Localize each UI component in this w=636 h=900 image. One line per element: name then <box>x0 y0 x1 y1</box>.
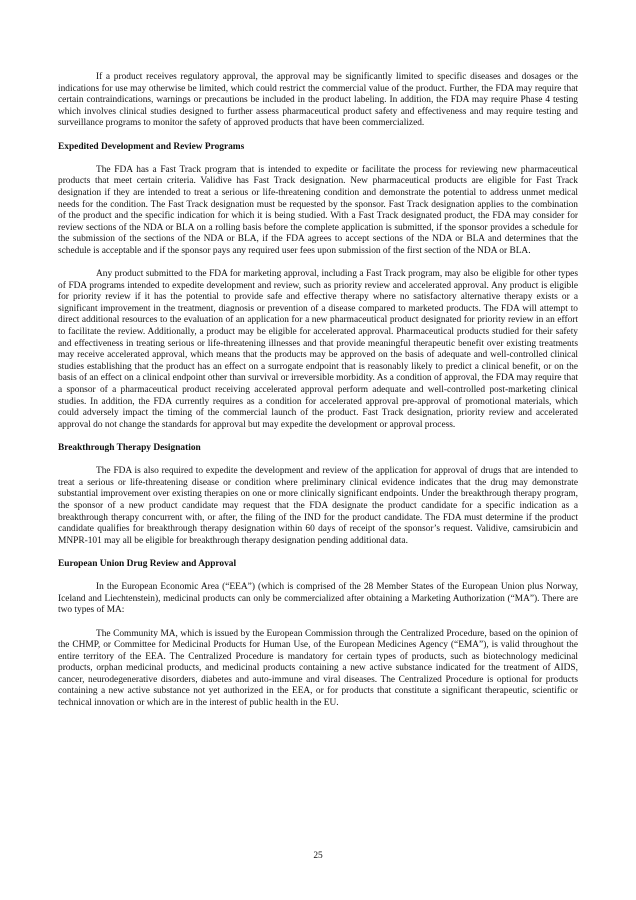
page-number: 25 <box>313 851 323 861</box>
paragraph-eea-marketing-authorization: In the European Economic Area (“EEA”) (which is comprised of the 28 Member States of the European Union plus Norway, Iceland and Liechtenstein), medicinal products can only be commercialized after obtaining a Marketing Authorization (“MA”). There are two types of MA: <box>58 582 578 616</box>
paragraph-community-ma: The Community MA, which is issued by the European Commission through the Centralized Procedure, based on the opinion of the CHMP, or Committee for Medicinal Products for Human Use, of the European Medicines Agency (“EMA”), is valid throughout the entire territory of the EEA. The Centralized Procedure is mandatory for certain types of products, such as biotechnology medicinal products, orphan medicinal products, and medicinal products containing a new active substance indicated for the treatment of AIDS, cancer, neurodegenerative disorders, diabetes and auto-immune and viral diseases. The Centralized Procedure is optional for products containing a new active substance not yet authorized in the EEA, or for products that constitute a significant therapeutic, scientific or technical innovation or which are in the interest of public health in the EU. <box>58 628 578 709</box>
heading-eu-drug-review: European Union Drug Review and Approval <box>58 558 237 569</box>
paragraph-breakthrough-therapy: The FDA is also required to expedite the development and review of the application for approval of drugs that are intended to treat a serious or life-threatening disease or condition where preliminary clinical evidence indicates that the drug may demonstrate substantial improvement over existing therapies on one or more clinically significant endpoints. Under the breakthrough therapy program, the sponsor of a new product candidate may request that the FDA designate the product candidate for a specific indication as a breakthrough therapy concurrent with, or after, the filing of the IND for the product candidate. The FDA must determine if the product candidate qualifies for breakthrough therapy designation within 60 days of receipt of the sponsor’s request. Validive, camsirubicin and MNPR-101 may all be eligible for breakthrough therapy designation pending additional data. <box>58 466 578 546</box>
heading-expedited-development: Expedited Development and Review Programs <box>58 141 245 152</box>
paragraph-regulatory-approval: If a product receives regulatory approval, the approval may be significantly limited to specific diseases and dosages or the indications for use may otherwise be limited, which could restrict the commercial value of the product. Further, the FDA may require that certain contraindications, warnings or precautions be included in the product labeling. In addition, the FDA may require Phase 4 testing which involves clinical studies designed to further assess pharmaceutical product safety and effectiveness and may require testing and surveillance programs to monitor the safety of approved products that have been commercialized. <box>58 72 578 129</box>
paragraph-fast-track: The FDA has a Fast Track program that is intended to expedite or facilitate the process for reviewing new pharmaceutical products that meet certain criteria. Validive has Fast Track designation. New pharmaceutical products are eligible for Fast Track designation if they are intended to treat a serious or life-threatening condition and demonstrate the potential to address unmet medical needs for the condition. The Fast Track designation must be requested by the sponsor. Fast Track designation applies to the combination of the product and the specific indication for which it is being studied. With a Fast Track designated product, the FDA may consider for review sections of the NDA or BLA on a rolling basis before the complete application is submitted, if the sponsor provides a schedule for the submission of the sections of the NDA or BLA, if the FDA agrees to accept sections of the NDA or BLA and determines that the schedule is acceptable and if the sponsor pays any required user fees upon submission of the first section of the NDA or BLA. <box>58 164 578 256</box>
paragraph-priority-review: Any product submitted to the FDA for marketing approval, including a Fast Track program, may also be eligible for other types of FDA programs intended to expedite development and review, such as priority review and accelerated approval. Any product is eligible for priority review if it has the potential to provide safe and effective therapy where no satisfactory alternative therapy exists or a significant improvement in the treatment, diagnosis or prevention of a disease compared to marketed products. The FDA will attempt to direct additional resources to the evaluation of an application for a new pharmaceutical product designated for priority review in an effort to facilitate the review. Additionally, a product may be eligible for accelerated approval. Pharmaceutical products studied for their safety and effectiveness in treating serious or life-threatening illnesses and that provide meaningful therapeutic benefit over existing treatments may receive accelerated approval, which means that the products may be approved on the basis of adequate and well-controlled clinical studies establishing that the product has an effect on a surrogate endpoint that is reasonably likely to predict a clinical benefit, or on the basis of an effect on a clinical endpoint other than survival or irreversible morbidity. As a condition of approval, the FDA may require that a sponsor of a pharmaceutical product receiving accelerated approval perform adequate and well-controlled post-marketing clinical studies. In addition, the FDA currently requires as a condition for accelerated approval pre-approval of promotional materials, which could adversely impact the timing of the commercial launch of the product. Fast Track designation, priority review and accelerated approval do not change the standards for approval but may expedite the development or approval process. <box>58 269 578 430</box>
heading-breakthrough-therapy: Breakthrough Therapy Designation <box>58 443 201 453</box>
